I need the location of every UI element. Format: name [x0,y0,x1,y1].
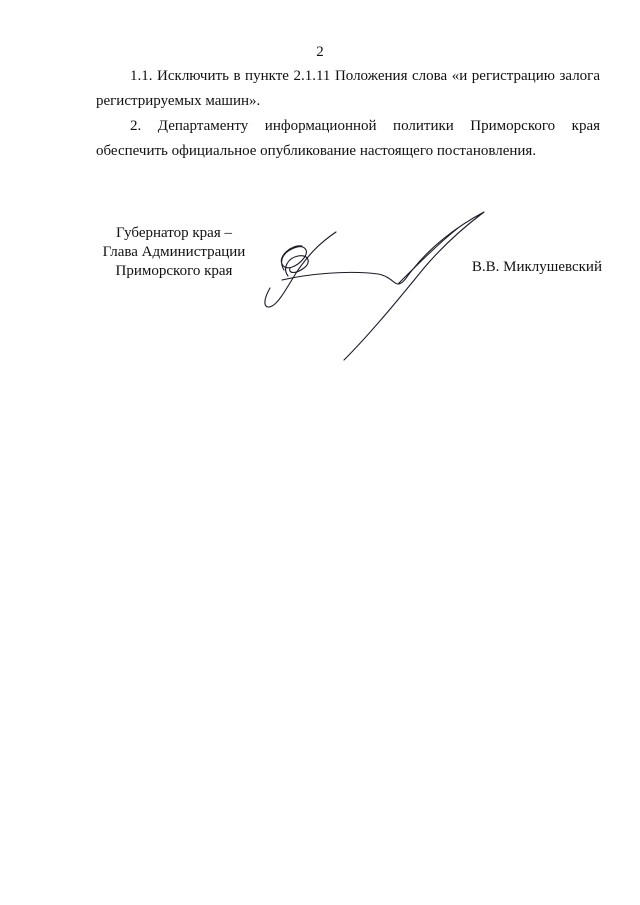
handwritten-signature [258,184,508,364]
page-number: 2 [316,44,324,60]
signature-stroke-6 [398,228,458,284]
signature-stroke-1 [265,232,336,307]
signature-block [90,224,602,374]
paragraph-1-1: 1.1. Исключить в пункте 2.1.11 Положения слова «и регистрацию залога регистрируемых машин». [96,68,600,109]
paragraph-2: 2. Департаменту информационной политики Приморского края обеспечить официальное опубликование настоящего постановления. [96,118,600,159]
signer-title-line-3: Приморского края [115,263,233,279]
signer-title [90,224,258,281]
signature-stroke-5 [344,212,484,360]
signature-stroke-3 [286,256,309,276]
signer-title-line-1: Губернатор края – [116,225,232,241]
signer-name: В.В. Миклушевский [471,259,602,275]
signature-stroke-4 [282,268,414,284]
signer-title-line-2: Глава Администрации [102,244,246,260]
document-body [96,64,600,164]
